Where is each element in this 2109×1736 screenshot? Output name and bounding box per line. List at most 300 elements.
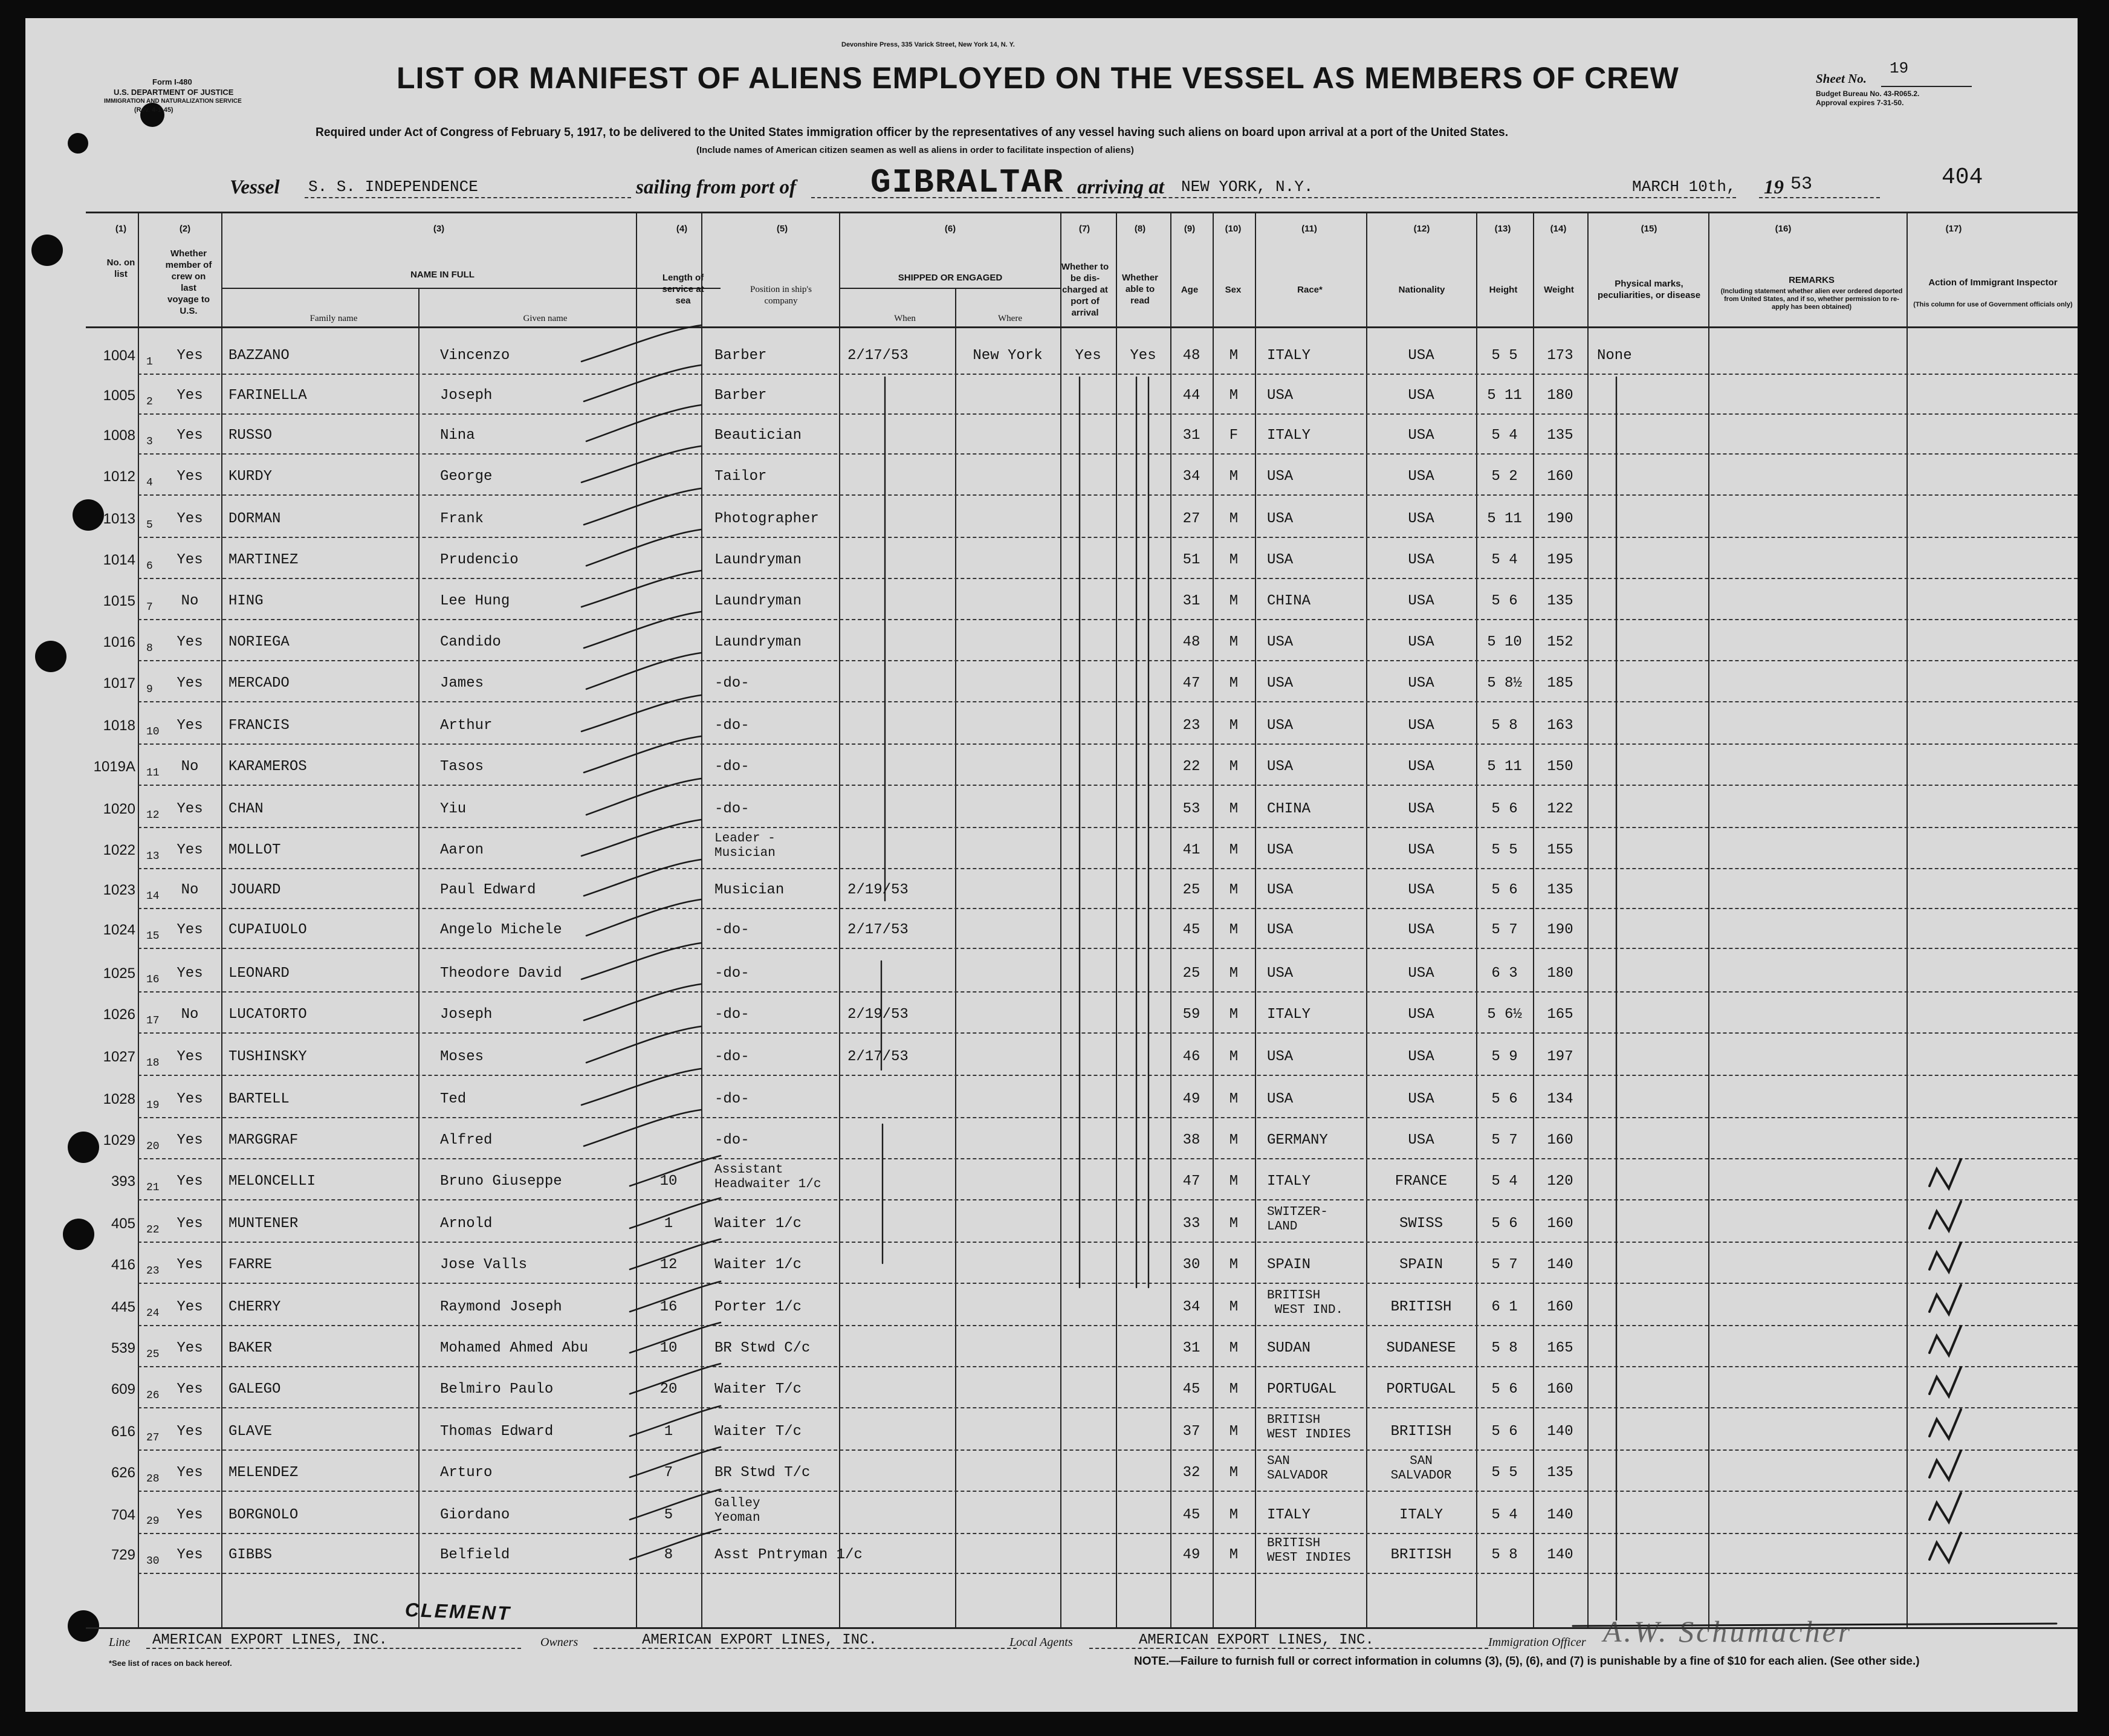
cell-height: 5 8½ <box>1487 675 1522 691</box>
header-action-note: (This column for use of Government officials only) <box>1913 301 2073 308</box>
ditto-stroke <box>584 984 701 1020</box>
cell-where: New York <box>973 348 1043 364</box>
cell-margin: 1018 <box>103 717 135 734</box>
cell-family: CHERRY <box>228 1299 281 1315</box>
cell-no: 18 <box>146 1057 160 1069</box>
cell-weight: 150 <box>1547 759 1573 775</box>
cell-given: Candido <box>440 634 501 650</box>
cell-position: -do- <box>714 801 750 817</box>
cell-prev: Yes <box>177 427 203 444</box>
cell-margin: 616 <box>111 1423 135 1440</box>
cell-sex: F <box>1229 427 1239 444</box>
cell-nationality: PORTUGAL <box>1386 1381 1456 1398</box>
cell-race: USA <box>1267 511 1294 527</box>
cell-age: 34 <box>1182 468 1200 485</box>
cell-nationality: SAN SALVADOR <box>1390 1454 1452 1483</box>
header-nationality: Nationality <box>1398 285 1445 295</box>
cell-race: USA <box>1267 922 1294 938</box>
cell-prev: Yes <box>177 717 203 734</box>
cell-no: 1 <box>146 356 153 368</box>
cell-height: 5 6 <box>1491 1091 1518 1107</box>
cell-weight: 180 <box>1547 965 1573 982</box>
cell-given: Arthur <box>440 717 493 734</box>
col-num: (9) <box>1184 224 1196 234</box>
header-where: Where <box>998 314 1022 323</box>
header-height: Height <box>1489 285 1518 295</box>
cell-race: ITALY <box>1267 1173 1311 1190</box>
footer-line-label: Line <box>109 1636 131 1649</box>
sailing-label: sailing from port of <box>636 177 796 198</box>
cell-no: 15 <box>146 930 160 942</box>
cell-prev: Yes <box>177 801 203 817</box>
cell-sex: M <box>1229 387 1239 404</box>
cell-no: 30 <box>146 1555 160 1567</box>
cell-when: 2/17/53 <box>847 1049 909 1065</box>
footer-owners: AMERICAN EXPORT LINES, INC. <box>642 1632 877 1648</box>
cell-position: -do- <box>714 922 750 938</box>
cell-height: 5 4 <box>1491 1507 1518 1523</box>
cell-prev: Yes <box>177 675 203 691</box>
cell-sex: M <box>1229 593 1239 609</box>
header-discharged: Whether to be dis-charged at port of arrival <box>1061 262 1109 318</box>
cell-sex: M <box>1229 1465 1239 1481</box>
cell-margin: 1008 <box>103 427 135 444</box>
header-weight: Weight <box>1544 285 1574 295</box>
cell-sex: M <box>1229 801 1239 817</box>
cell-age: 53 <box>1182 801 1200 817</box>
cell-given: Mohamed Ahmed Abu <box>440 1340 588 1356</box>
cell-age: 48 <box>1182 348 1200 364</box>
cell-sex: M <box>1229 717 1239 734</box>
cell-nationality: USA <box>1408 1006 1434 1023</box>
cell-prev: Yes <box>177 348 203 364</box>
ditto-stroke <box>586 779 701 815</box>
col-num: (2) <box>179 224 191 234</box>
cell-no: 17 <box>146 1015 160 1027</box>
manifest-sheet <box>25 18 2078 1712</box>
cell-age: 45 <box>1182 1507 1200 1523</box>
cell-family: MARTINEZ <box>228 552 299 568</box>
cell-height: 5 2 <box>1491 468 1518 485</box>
cell-service: 12 <box>659 1257 678 1273</box>
cell-family: BAKER <box>228 1340 273 1356</box>
col-num: (17) <box>1945 224 1962 234</box>
cell-given: Joseph <box>440 387 493 404</box>
cell-height: 5 5 <box>1491 842 1518 858</box>
cell-prev: No <box>181 759 199 775</box>
cell-prev: Yes <box>177 1381 203 1398</box>
cell-nationality: USA <box>1408 593 1434 609</box>
check-mark <box>1929 1159 1961 1188</box>
cell-given: Arturo <box>440 1465 493 1481</box>
header-name-in-full: NAME IN FULL <box>410 270 475 280</box>
vessel-name: S. S. INDEPENDENCE <box>308 178 478 196</box>
cell-position: Waiter 1/c <box>714 1216 802 1232</box>
cell-height: 5 6 <box>1491 1216 1518 1232</box>
cell-sex: M <box>1229 348 1239 364</box>
cell-weight: 185 <box>1547 675 1573 691</box>
cell-given: Thomas Edward <box>440 1423 554 1440</box>
check-mark <box>1929 1326 1961 1355</box>
cell-margin: 704 <box>111 1507 135 1523</box>
cell-age: 44 <box>1182 387 1200 404</box>
cell-margin: 1004 <box>103 348 135 364</box>
cell-nationality: SPAIN <box>1399 1257 1443 1273</box>
cell-margin: 729 <box>111 1547 135 1563</box>
col-num: (16) <box>1775 224 1792 234</box>
cell-race: USA <box>1267 965 1294 982</box>
cell-height: 5 4 <box>1491 427 1518 444</box>
cell-nationality: USA <box>1408 1132 1434 1148</box>
cell-given: Joseph <box>440 1006 493 1023</box>
cell-height: 6 3 <box>1491 965 1518 982</box>
approval-expires: Approval expires 7-31-50. <box>1816 99 1904 107</box>
cell-weight: 180 <box>1547 387 1573 404</box>
cell-age: 45 <box>1182 922 1200 938</box>
cell-race: BRITISH WEST INDIES <box>1267 1413 1351 1442</box>
cell-prev: Yes <box>177 634 203 650</box>
cell-sex: M <box>1229 1423 1239 1440</box>
cell-nationality: USA <box>1408 1049 1434 1065</box>
cell-when: 2/19/53 <box>847 1006 909 1023</box>
cell-age: 33 <box>1182 1216 1200 1232</box>
cell-height: 5 4 <box>1491 552 1518 568</box>
cell-age: 59 <box>1182 1006 1200 1023</box>
check-mark <box>1929 1367 1961 1396</box>
cell-family: MUNTENER <box>228 1216 299 1232</box>
arrival-port: NEW YORK, N.Y. <box>1181 178 1314 196</box>
cell-position: -do- <box>714 675 750 691</box>
cell-nationality: USA <box>1408 1091 1434 1107</box>
cell-prev: No <box>181 593 199 609</box>
cell-prev: Yes <box>177 387 203 404</box>
ditto-stroke <box>630 1447 721 1477</box>
cell-race: ITALY <box>1267 1507 1311 1523</box>
cell-nationality: BRITISH <box>1390 1299 1452 1315</box>
cell-no: 13 <box>146 850 160 863</box>
col-num: (3) <box>433 224 445 234</box>
cell-family: JOUARD <box>228 882 281 898</box>
cell-given: Belfield <box>440 1547 510 1563</box>
cell-nationality: USA <box>1408 511 1434 527</box>
cell-weight: 140 <box>1547 1257 1573 1273</box>
cell-nationality: SUDANESE <box>1386 1340 1456 1356</box>
cell-margin: 1023 <box>103 882 135 898</box>
cell-family: LEONARD <box>228 965 290 982</box>
cell-weight: 160 <box>1547 1216 1573 1232</box>
cell-height: 5 11 <box>1487 759 1522 775</box>
cell-race: USA <box>1267 1049 1294 1065</box>
cell-weight: 135 <box>1547 882 1573 898</box>
ditto-stroke <box>582 571 701 607</box>
cell-race: USA <box>1267 759 1294 775</box>
cell-read: Yes <box>1130 348 1156 364</box>
cell-family: MOLLOT <box>228 842 281 858</box>
cell-weight: 120 <box>1547 1173 1573 1190</box>
col-num: (6) <box>944 224 956 234</box>
col-num: (7) <box>1078 224 1090 234</box>
cell-sex: M <box>1229 468 1239 485</box>
cell-service: 1 <box>664 1423 673 1440</box>
cell-race: SAN SALVADOR <box>1267 1454 1328 1483</box>
cell-marks: None <box>1597 348 1632 364</box>
cell-age: 25 <box>1182 965 1200 982</box>
cell-service: 10 <box>659 1340 678 1356</box>
cell-sex: M <box>1229 1299 1239 1315</box>
cell-prev: Yes <box>177 1340 203 1356</box>
cell-given: Frank <box>440 511 484 527</box>
cell-position: -do- <box>714 1091 750 1107</box>
cell-no: 19 <box>146 1100 160 1112</box>
cell-position: Laundryman <box>714 634 802 650</box>
ditto-stroke <box>582 695 701 731</box>
cell-margin: 1014 <box>103 552 135 568</box>
cell-no: 10 <box>146 726 160 738</box>
ditto-stroke <box>586 405 701 441</box>
cell-prev: Yes <box>177 922 203 938</box>
cell-no: 2 <box>146 396 153 408</box>
cell-height: 6 1 <box>1491 1299 1518 1315</box>
ditto-stroke <box>630 1198 721 1228</box>
cell-race: USA <box>1267 552 1294 568</box>
cell-race: ITALY <box>1267 427 1311 444</box>
cell-prev: Yes <box>177 965 203 982</box>
cell-given: Theodore David <box>440 965 562 982</box>
ditto-stroke <box>582 1069 701 1105</box>
cell-margin: 1024 <box>103 922 135 938</box>
cell-nationality: USA <box>1408 427 1434 444</box>
cell-no: 23 <box>146 1265 160 1277</box>
cell-race: GERMANY <box>1267 1132 1328 1148</box>
cell-position: Tailor <box>714 468 767 485</box>
cell-height: 5 6 <box>1491 882 1518 898</box>
cell-given: James <box>440 675 484 691</box>
cell-family: GALEGO <box>228 1381 281 1398</box>
cell-height: 5 10 <box>1487 634 1522 650</box>
cell-margin: 539 <box>111 1340 135 1356</box>
col-num: (8) <box>1134 224 1146 234</box>
cell-nationality: ITALY <box>1399 1507 1443 1523</box>
footer-line: AMERICAN EXPORT LINES, INC. <box>152 1632 387 1648</box>
cell-sex: M <box>1229 759 1239 775</box>
check-mark <box>1929 1493 1961 1522</box>
col-num: (1) <box>115 224 127 234</box>
ditto-stroke <box>630 1364 721 1394</box>
cell-nationality: USA <box>1408 842 1434 858</box>
ditto-stroke <box>582 325 701 361</box>
cell-service: 16 <box>659 1299 678 1315</box>
col-num: (4) <box>676 224 688 234</box>
cell-no: 12 <box>146 809 160 821</box>
cell-no: 22 <box>146 1224 160 1236</box>
cell-no: 28 <box>146 1473 160 1485</box>
cell-height: 5 11 <box>1487 511 1522 527</box>
cell-weight: 165 <box>1547 1340 1573 1356</box>
cell-position: Assistant Headwaiter 1/c <box>714 1163 821 1191</box>
cell-weight: 163 <box>1547 717 1573 734</box>
cell-race: SPAIN <box>1267 1257 1311 1273</box>
cell-position: Asst Pntryman 1/c <box>714 1547 863 1563</box>
header-remarks-note: (Including statement whether alien ever ordered deported from United States, and if so, whether permission to re-apply has been obtained) <box>1720 288 1903 311</box>
ditto-stroke <box>584 365 701 401</box>
cell-service: 1 <box>664 1216 673 1232</box>
cell-margin: 1029 <box>103 1132 135 1148</box>
cell-weight: 135 <box>1547 427 1573 444</box>
cell-position: Barber <box>714 348 767 364</box>
cell-sex: M <box>1229 634 1239 650</box>
cell-sex: M <box>1229 1006 1239 1023</box>
cell-margin: 609 <box>111 1381 135 1398</box>
cell-age: 27 <box>1182 511 1200 527</box>
col-num: (15) <box>1641 224 1657 234</box>
cell-prev: Yes <box>177 511 203 527</box>
cell-race: SUDAN <box>1267 1340 1311 1356</box>
cell-given: George <box>440 468 493 485</box>
cell-prev: Yes <box>177 1299 203 1315</box>
cell-position: -do- <box>714 1132 750 1148</box>
cell-no: 4 <box>146 477 153 489</box>
cell-margin: 1025 <box>103 965 135 982</box>
cell-family: CUPAIUOLO <box>228 922 307 938</box>
cell-service: 10 <box>659 1173 678 1190</box>
cell-discharge: Yes <box>1075 348 1101 364</box>
cell-race: USA <box>1267 717 1294 734</box>
footer-races-note: *See list of races on back hereof. <box>109 1659 232 1668</box>
cell-weight: 165 <box>1547 1006 1573 1023</box>
port-of-departure: GIBRALTAR <box>870 163 1064 202</box>
cell-age: 34 <box>1182 1299 1200 1315</box>
cell-age: 49 <box>1182 1547 1200 1563</box>
cell-sex: M <box>1229 511 1239 527</box>
cell-age: 32 <box>1182 1465 1200 1481</box>
cell-given: Aaron <box>440 842 484 858</box>
cell-margin: 1028 <box>103 1091 135 1107</box>
ditto-stroke <box>586 653 701 689</box>
cell-nationality: USA <box>1408 882 1434 898</box>
cell-weight: 122 <box>1547 801 1573 817</box>
cell-nationality: USA <box>1408 965 1434 982</box>
cell-position: Waiter T/c <box>714 1381 802 1398</box>
cell-race: USA <box>1267 634 1294 650</box>
cell-race: USA <box>1267 468 1294 485</box>
cell-given: Prudencio <box>440 552 519 568</box>
cell-prev: Yes <box>177 552 203 568</box>
cell-position: Photographer <box>714 511 819 527</box>
footer-penalty-note: NOTE.—Failure to furnish full or correct information in columns (3), (5), (6), and (7) is punishable by a fine of $10 for each alien. (See other side.) <box>1134 1655 1920 1668</box>
budget-bureau: Budget Bureau No. 43-R065.2. <box>1816 89 1920 98</box>
cell-no: 25 <box>146 1349 160 1361</box>
cell-nationality: FRANCE <box>1395 1173 1448 1190</box>
cell-age: 31 <box>1182 1340 1200 1356</box>
cell-race: USA <box>1267 1091 1294 1107</box>
printer-line: Devonshire Press, 335 Varick Street, New York 14, N. Y. <box>841 41 1015 48</box>
cell-nationality: USA <box>1408 387 1434 404</box>
cell-weight: 160 <box>1547 468 1573 485</box>
handwritten-note: CLEMENT <box>404 1598 512 1625</box>
cell-prev: Yes <box>177 1257 203 1273</box>
cell-given: Lee Hung <box>440 593 510 609</box>
cell-prev: Yes <box>177 1173 203 1190</box>
form-service: IMMIGRATION AND NATURALIZATION SERVICE <box>104 98 242 105</box>
cell-no: 8 <box>146 643 153 655</box>
cell-margin: 445 <box>111 1299 135 1315</box>
cell-position: Laundryman <box>714 552 802 568</box>
cell-position: Beautician <box>714 427 802 444</box>
cell-position: Musician <box>714 882 785 898</box>
cell-prev: Yes <box>177 1132 203 1148</box>
cell-no: 9 <box>146 684 153 696</box>
cell-no: 14 <box>146 890 160 902</box>
cell-family: RUSSO <box>228 427 273 444</box>
cell-position: Leader - Musician <box>714 832 776 860</box>
footer-officer-label: Immigration Officer <box>1488 1636 1586 1649</box>
cell-age: 22 <box>1182 759 1200 775</box>
cell-position: BR Stwd C/c <box>714 1340 811 1356</box>
ditto-stroke <box>586 1026 701 1063</box>
cell-sex: M <box>1229 675 1239 691</box>
cell-position: BR Stwd T/c <box>714 1465 811 1481</box>
cell-weight: 173 <box>1547 348 1573 364</box>
cell-margin: 1020 <box>103 801 135 817</box>
cell-service: 5 <box>664 1507 673 1523</box>
cell-no: 11 <box>146 767 160 779</box>
cell-sex: M <box>1229 1216 1239 1232</box>
cell-nationality: USA <box>1408 922 1434 938</box>
cell-age: 25 <box>1182 882 1200 898</box>
cell-nationality: USA <box>1408 717 1434 734</box>
cell-nationality: USA <box>1408 468 1434 485</box>
vessel-label: Vessel <box>230 177 280 198</box>
cell-weight: 155 <box>1547 842 1573 858</box>
cell-age: 46 <box>1182 1049 1200 1065</box>
cell-weight: 135 <box>1547 593 1573 609</box>
cell-margin: 1022 <box>103 842 135 858</box>
cell-prev: Yes <box>177 1049 203 1065</box>
form-subtitle: Required under Act of Congress of February 5, 1917, to be delivered to the United States immigration officer by the representatives of any vessel having such aliens on board upon arrival at a port of the United States. <box>316 126 1509 139</box>
ditto-stroke <box>630 1156 721 1186</box>
ditto-stroke <box>630 1281 721 1312</box>
cell-race: BRITISH WEST IND. <box>1267 1289 1344 1317</box>
cell-sex: M <box>1229 965 1239 982</box>
header-action: Action of Immigrant Inspector <box>1928 277 2058 288</box>
cell-weight: 140 <box>1547 1423 1573 1440</box>
cell-sex: M <box>1229 1547 1239 1563</box>
cell-nationality: USA <box>1408 675 1434 691</box>
cell-family: GLAVE <box>228 1423 273 1440</box>
cell-weight: 140 <box>1547 1507 1573 1523</box>
arrival-year: 53 <box>1790 174 1813 195</box>
cell-prev: Yes <box>177 1547 203 1563</box>
header-family-name: Family name <box>309 314 358 323</box>
cell-height: 5 8 <box>1491 1340 1518 1356</box>
cell-height: 5 6½ <box>1487 1006 1522 1023</box>
cell-age: 48 <box>1182 634 1200 650</box>
header-when: When <box>894 314 916 323</box>
cell-margin: 1019A <box>93 759 135 775</box>
cell-nationality: BRITISH <box>1390 1423 1452 1440</box>
cell-family: FARINELLA <box>228 387 307 404</box>
officer-signature: A.W. Schumacher <box>1603 1615 1853 1648</box>
cell-weight: 160 <box>1547 1132 1573 1148</box>
cell-age: 41 <box>1182 842 1200 858</box>
cell-race: CHINA <box>1267 801 1311 817</box>
cell-family: MARGGRAF <box>228 1132 299 1148</box>
cell-family: MERCADO <box>228 675 290 691</box>
cell-prev: Yes <box>177 1423 203 1440</box>
cell-weight: 190 <box>1547 922 1573 938</box>
cell-sex: M <box>1229 1132 1239 1148</box>
cell-sex: M <box>1229 1049 1239 1065</box>
